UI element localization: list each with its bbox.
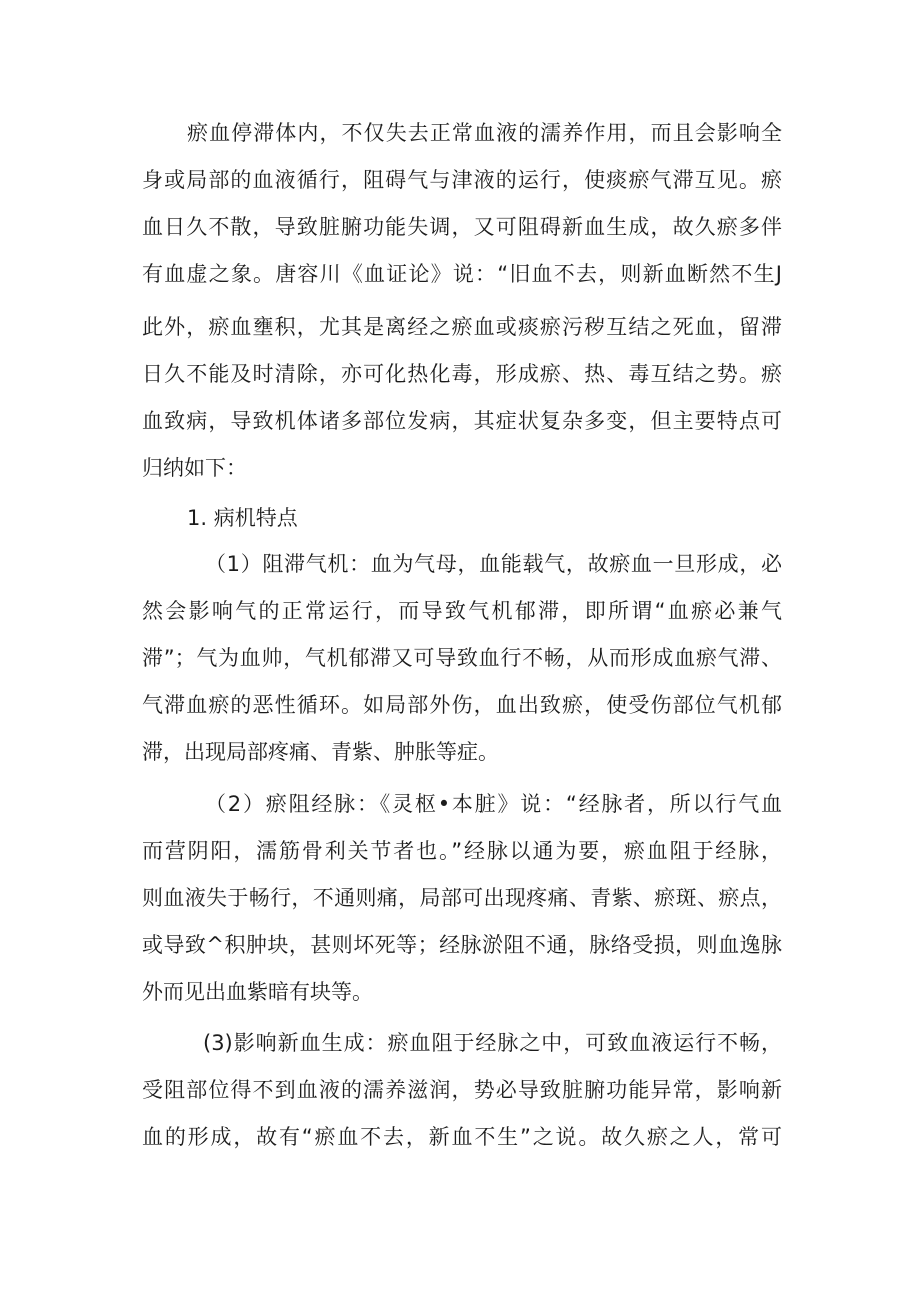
paragraph-1-line-7: 血致病，导致机体诸多部位发病，其症状复杂多变，但主要特点可 (142, 409, 782, 433)
paragraph-4-line-2: 受阻部位得不到血液的濡养滋润，势必导致脏腑功能异常，影响新 (142, 1078, 782, 1102)
paragraph-2-line-3: 滞”；气为血帅，气机郁滞又可导致血行不畅，从而形成血瘀气滞、 (142, 646, 782, 670)
paragraph-1-line-1: 瘀血停滞体内，不仅失去正常血液的濡养作用，而且会影响全 (187, 121, 782, 145)
paragraph-1-line-5: 此外，瘀血壅积，尤其是离经之瘀血或痰瘀污秽互结之死血，留滞 (142, 315, 782, 339)
paragraph-3-line-4: 或导致^积肿块，甚则坏死等；经脉淤阻不通，脉络受损，则血逸脉 (142, 933, 782, 957)
paragraph-3-line-3: 则血液失于畅行，不通则痛，局部可出现疼痛、青紫、瘀斑、瘀点， (142, 886, 782, 910)
paragraph-2-line-1: （1）阻滞气机：血为气母，血能载气，故瘀血一旦形成，必 (205, 552, 782, 576)
paragraph-4-line-1: (3)影响新血生成：瘀血阻于经脉之中，可致血液运行不畅， (203, 1031, 782, 1055)
paragraph-3-line-5: 外而见出血紫暗有块等。 (142, 980, 373, 1004)
paragraph-1-line-2: 身或局部的血液循行，阻碍气与津液的运行，使痰瘀气滞互见。瘀 (142, 168, 782, 192)
paragraph-1-line-3: 血日久不散，导致脏腑功能失调，又可阻碍新血生成，故久瘀多伴 (142, 215, 782, 239)
paragraph-1-line-8: 归纳如下： (142, 456, 247, 480)
paragraph-3-line-1: （2）瘀阻经脉：《灵枢•本脏》说：“经脉者，所以行气血 (205, 792, 782, 816)
paragraph-1-line-4: 有血虚之象。唐容川《血证论》说：“旧血不去，则新血断然不生J (142, 262, 782, 286)
paragraph-3-line-2: 而营阴阳，濡筋骨利关节者也。”经脉以通为要，瘀血阻于经脉， (142, 839, 782, 863)
paragraph-4-line-3: 血的形成，故有“瘀血不去，新血不生”之说。故久瘀之人，常可 (142, 1125, 782, 1149)
paragraph-2-line-4: 气滞血瘀的恶性循环。如局部外伤，血出致瘀，使受伤部位气机郁 (142, 693, 782, 717)
paragraph-2-line-2: 然会影响气的正常运行，而导致气机郁滞，即所谓“血瘀必兼气 (142, 599, 782, 623)
paragraph-1-line-6: 日久不能及时清除，亦可化热化毒，形成瘀、热、毒互结之势。瘀 (142, 362, 782, 386)
paragraph-2-line-5: 滞，出现局部疼痛、青紫、肿胀等症。 (142, 740, 499, 764)
section-heading: 1. 病机特点 (187, 506, 298, 530)
